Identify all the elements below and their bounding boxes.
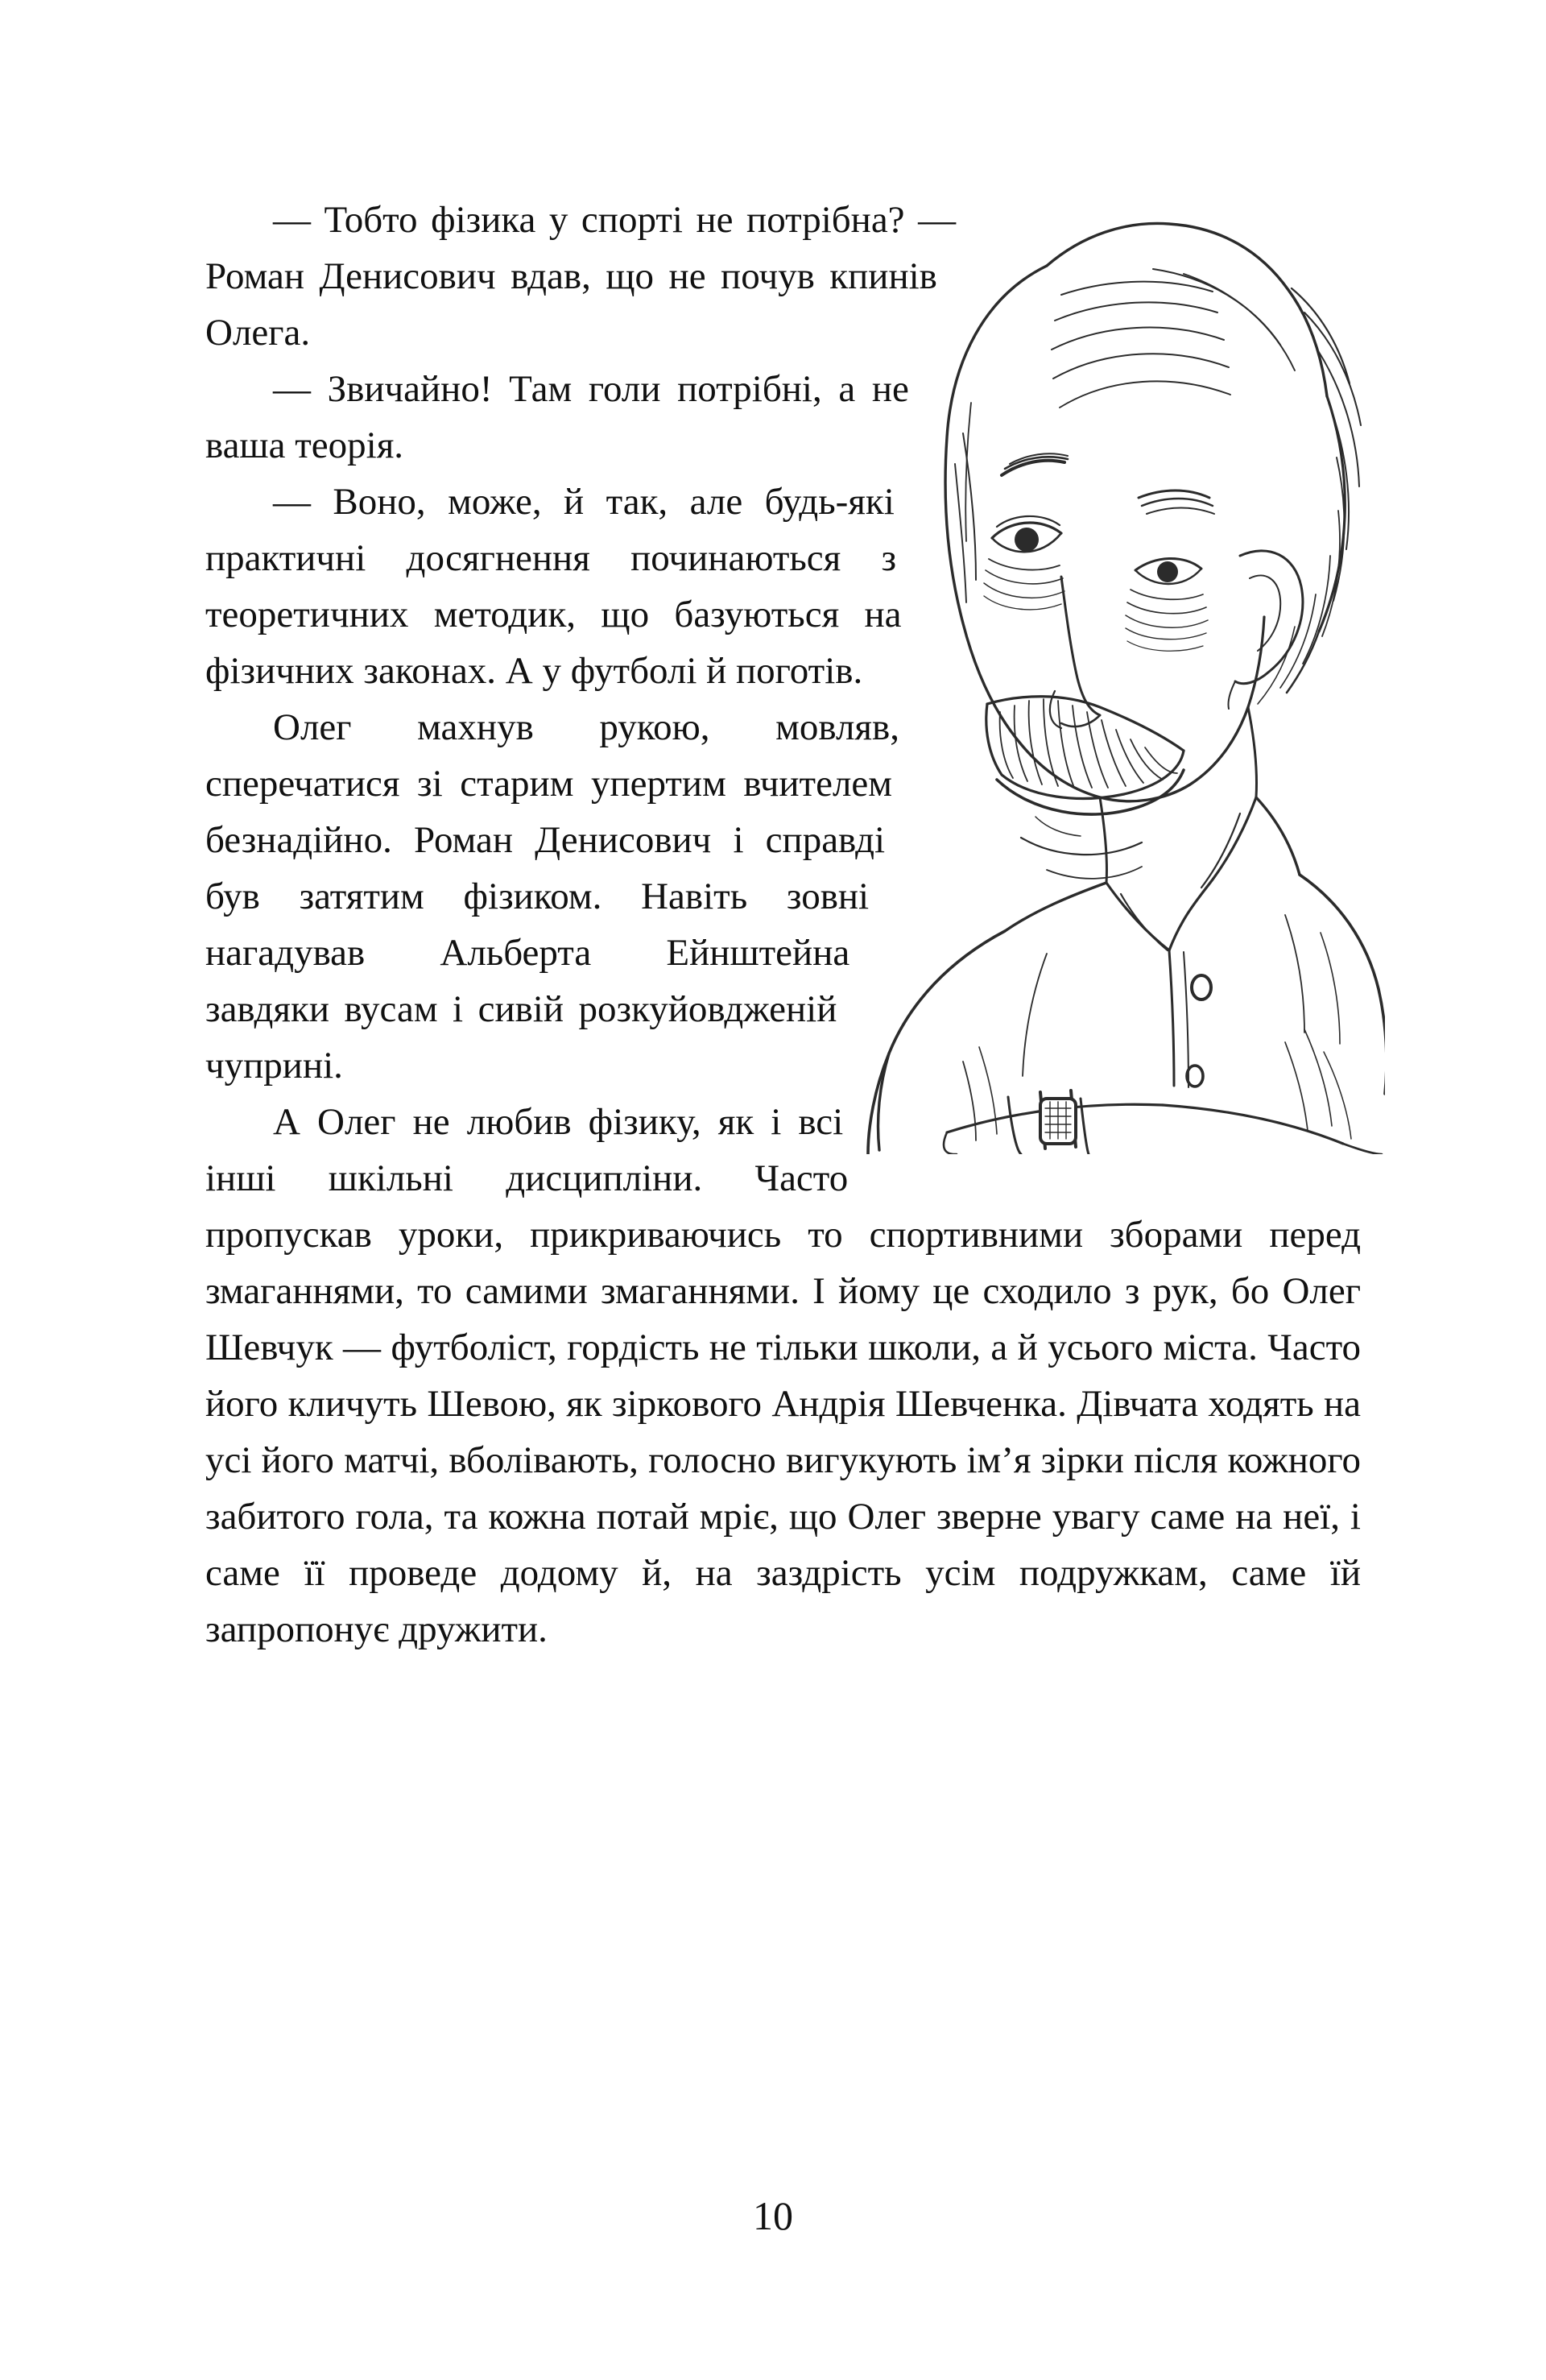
pencil-sketch-portrait-illustration (805, 192, 1385, 1154)
wristwatch (1040, 1091, 1076, 1149)
page-text-column (205, 192, 1361, 1658)
page-number: 10 (753, 2193, 793, 2238)
paragraph: — Звичайно! Там голи потрібні, а не ваша теорія. (205, 368, 909, 466)
paragraph: — Тобто фізика у спорті не потрібна? — Роман Денисович вдав, що не почув кпинів Олега. (205, 199, 957, 354)
paragraph: Олег махнув рукою, мовляв, сперечатися зі старим упертим вчителем безнадійно. Роман Денисович і справді був затятим фізиком. Навіть зовні нагадував Альберта Ейнштейна завдяки вусам і сивій розкуйовдженій чуприні. (205, 706, 899, 1087)
paragraph: А Олег не любив фізику, як і всі інші шкільні дисципліни. Часто пропускав уроки, прикриваючись то спортивними зборами перед змаганнями, то самими змаганнями. І йому це сходило з рук, бо Олег Шевчук — футболіст, гордість не тільки школи, а й усього міста. Часто його кличуть Шевою, як зіркового Андрія Шевченка. Дівчата ходять на усі його матчі, вболівають, голосно вигукують ім’я зірки після кожного забитого гола, та кожна потай мріє, що Олег зверне увагу саме на неї, і саме її проведе додому й, на заздрість усім подружкам, саме їй запропонує дружити. (205, 1101, 1361, 1650)
paragraph: — Воно, може, й так, але будь-які практичні досягнення починаються з теоретичних методик, що базуються на фізичних законах. А у футболі й поготів. (205, 481, 902, 692)
